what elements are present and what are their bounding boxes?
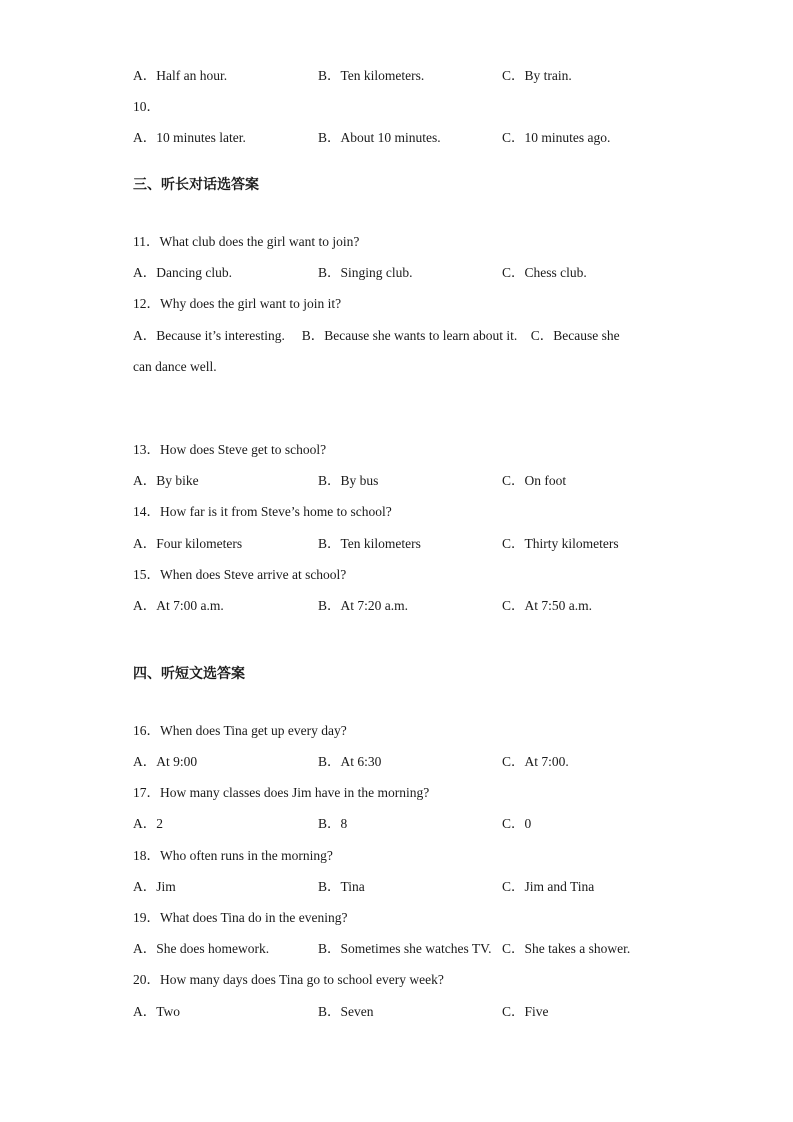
q13-option-c: C．On foot xyxy=(502,473,567,488)
q13-option-a: A．By bike xyxy=(133,473,199,488)
q17-text: 17．How many classes does Jim have in the morning? xyxy=(133,785,430,800)
q20-option-b: B．Seven xyxy=(318,1004,374,1019)
q13-options xyxy=(133,472,663,490)
q13-option-b: B．By bus xyxy=(318,473,379,488)
q9-option-b: B．Ten kilometers. xyxy=(318,68,425,83)
q9-option-a: A．Half an hour. xyxy=(133,68,228,83)
q18-option-c: C．Jim and Tina xyxy=(502,879,595,894)
q16-text: 16．When does Tina get up every day? xyxy=(133,723,347,738)
q18-text: 18．Who often runs in the morning? xyxy=(133,848,333,863)
q14-option-c: C．Thirty kilometers xyxy=(502,536,619,551)
q20-text: 20．How many days does Tina go to school every week? xyxy=(133,972,444,987)
q19-option-c: C．She takes a shower. xyxy=(502,941,631,956)
q15-option-c: C．At 7:50 a.m. xyxy=(502,598,592,613)
q15-option-b: B．At 7:20 a.m. xyxy=(318,598,408,613)
q18-option-a: A．Jim xyxy=(133,879,176,894)
q16-options xyxy=(133,753,663,771)
q19-option-b: B．Sometimes she watches TV. xyxy=(318,941,492,956)
q16-option-c: C．At 7:00. xyxy=(502,754,569,769)
q16-option-b: B．At 6:30 xyxy=(318,754,382,769)
q11-option-a: A．Dancing club. xyxy=(133,265,232,280)
q12-options-line1: A．Because it’s interesting. B．Because she wants to learn about it. C．Because she xyxy=(133,328,620,343)
q14-option-b: B．Ten kilometers xyxy=(318,536,421,551)
q10-options xyxy=(133,129,663,147)
q20-option-a: A．Two xyxy=(133,1004,181,1019)
q15-option-a: A．At 7:00 a.m. xyxy=(133,598,224,613)
q9-options xyxy=(133,67,663,85)
q12-options-line2: can dance well. xyxy=(133,359,217,374)
q20-options xyxy=(133,1003,663,1021)
q9-option-c: C．By train. xyxy=(502,68,572,83)
q17-option-b: B．8 xyxy=(318,816,348,831)
q20-option-c: C．Five xyxy=(502,1004,549,1019)
q19-text: 19．What does Tina do in the evening? xyxy=(133,910,348,925)
q14-option-a: A．Four kilometers xyxy=(133,536,243,551)
section-3-heading: 三、听长对话选答案 xyxy=(133,177,259,193)
q12-text: 12．Why does the girl want to join it? xyxy=(133,296,342,311)
q14-text: 14．How far is it from Steve’s home to school? xyxy=(133,504,392,519)
q15-options xyxy=(133,597,663,615)
q17-option-a: A．2 xyxy=(133,816,163,831)
q13-text: 13．How does Steve get to school? xyxy=(133,442,327,457)
q14-options xyxy=(133,535,663,553)
section-4-heading: 四、听短文选答案 xyxy=(133,666,245,682)
q19-option-a: A．She does homework. xyxy=(133,941,270,956)
q17-options xyxy=(133,815,663,833)
q10-option-b: B．About 10 minutes. xyxy=(318,130,441,145)
q10-option-c: C．10 minutes ago. xyxy=(502,130,611,145)
q11-option-b: B．Singing club. xyxy=(318,265,413,280)
q18-options xyxy=(133,878,663,896)
q10-option-a: A．10 minutes later. xyxy=(133,130,246,145)
q16-option-a: A．At 9:00 xyxy=(133,754,198,769)
q18-option-b: B．Tina xyxy=(318,879,365,894)
q11-options xyxy=(133,264,663,282)
q19-options xyxy=(133,940,663,958)
q11-text: 11．What club does the girl want to join? xyxy=(133,234,360,249)
q15-text: 15．When does Steve arrive at school? xyxy=(133,567,347,582)
q11-option-c: C．Chess club. xyxy=(502,265,587,280)
q17-option-c: C．0 xyxy=(502,816,532,831)
q10-text: 10． xyxy=(133,99,160,114)
